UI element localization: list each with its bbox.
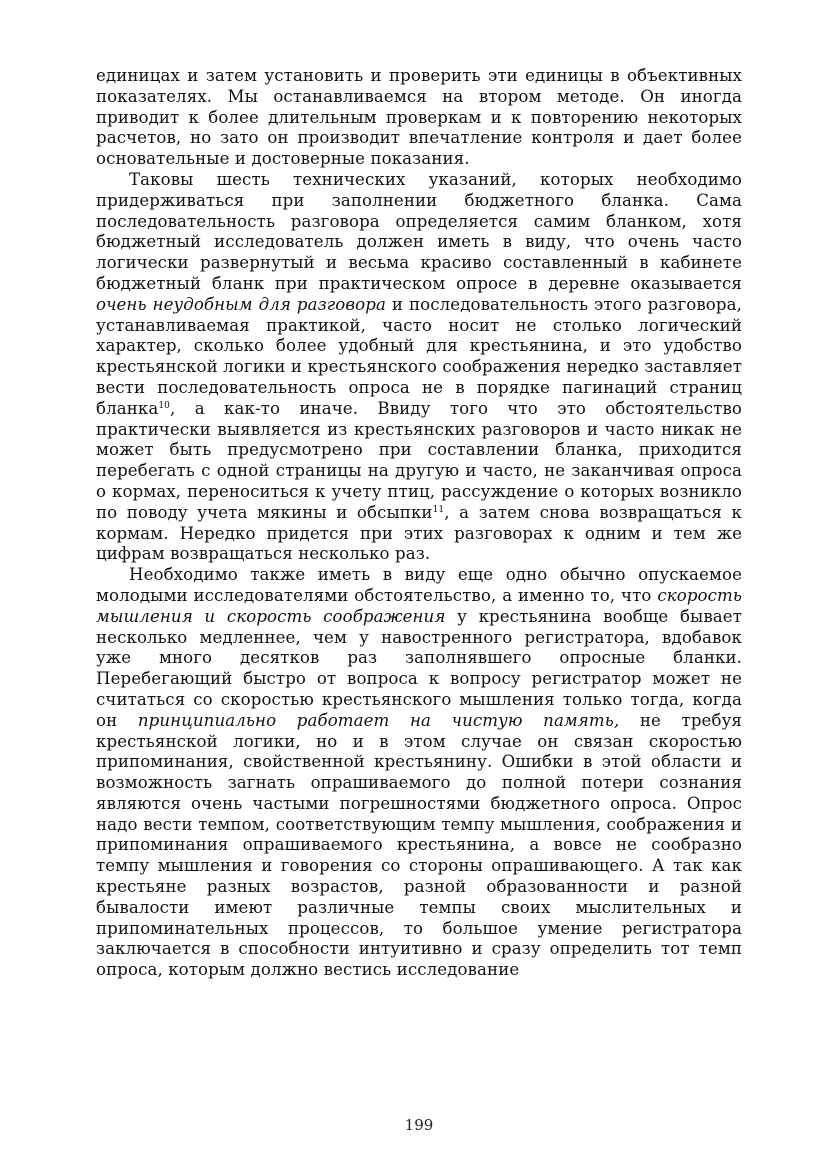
text-run: , а как-то иначе. Ввиду того что это обстоятельство практически выявляется из крестьянских разговоров и часто никак не может быть предусмотрено при составлении бланка, приходится перебегать с одной страницы на другую и часто, не заканчивая опроса о кормах, переноситься к учету птиц, рассуждение о которых возникло по поводу учета мякины и обсыпки <box>96 398 742 522</box>
italic-phrase: принципиально работает на чистую память, <box>137 710 620 730</box>
italic-phrase: скорость мышления и скорость соображения <box>96 585 742 626</box>
text-run: Необходимо также иметь в виду еще одно обычно опускаемое молодыми исследователями обстоятельство, а именно то, что <box>96 565 742 605</box>
footnote-marker[interactable]: 11 <box>432 504 445 515</box>
text-run: у крестьянина вообще бывает несколько медленнее, чем у навостренного регистратора, вдобавок уже много десятков раз заполнявшего опросные бланки. Перебегающий быстро от вопроса к вопросу регистратор может не считаться со скоростью крестьянского мышления только тогда, когда он <box>96 606 742 730</box>
text-run: не требуя крестьянской логики, но и в этом случае он связан скоростью припоминания, свойственной крестьянину. Ошибки в этой области и возможность загнать опрашиваемого до полной потери сознания являются очень частыми погрешностями бюджетного опроса. Опрос надо вести темпом, соответствующим темпу мышления, соображения и припоминания опрашиваемого крестьянина, а вовсе не сообразно темпу мышления и говорения со стороны опрашивающего. А так как крестьяне разных возрастов, разной образованности и разной бывалости имеют различные темпы своих мыслительных и припоминательных процессов, то большое умение регистратора заключается в способности интуитивно и сразу определить тот темп опроса, которым должно вестись исследование <box>96 710 743 980</box>
page-number: 199 <box>404 1116 434 1134</box>
paragraph <box>96 565 742 981</box>
text-run: Таковы шесть технических указаний, которых необходимо придерживаться при заполнении бюджетного бланка. Сама последовательность разговора определяется самим бланком, хотя бюджетный исследователь должен иметь в виду, что очень часто логически развернутый и весьма красиво составленный в кабинете бюджетный бланк при практическом опросе в деревне оказывается <box>96 169 742 293</box>
italic-phrase: очень неудобным для разговора <box>96 294 386 314</box>
text-run: , а затем снова возвращаться к кормам. Нередко придется при этих разговорах к одним и тем же цифрам возвращаться несколько раз. <box>96 502 742 564</box>
footnote-marker[interactable]: 10 <box>158 400 171 411</box>
document-page <box>96 66 742 1146</box>
paragraph <box>96 170 742 565</box>
paragraph: единицах и затем установить и проверить эти единицы в объективных показателях. Мы останавливаемся на втором методе. Он иногда приводит к более длительным проверкам и к повторению некоторых расчетов, но зато он производит впечатление контроля и дает более основательные и достоверные показания. <box>96 66 742 169</box>
text-run: и последовательность этого разговора, устанавливаемая практикой, часто носит не столько логический характер, сколько более удобный для крестьянина, и это удобство крестьянской логики и крестьянского соображения нередко заставляет вести последовательность опроса не в порядке пагинаций страниц бланка <box>96 294 742 418</box>
